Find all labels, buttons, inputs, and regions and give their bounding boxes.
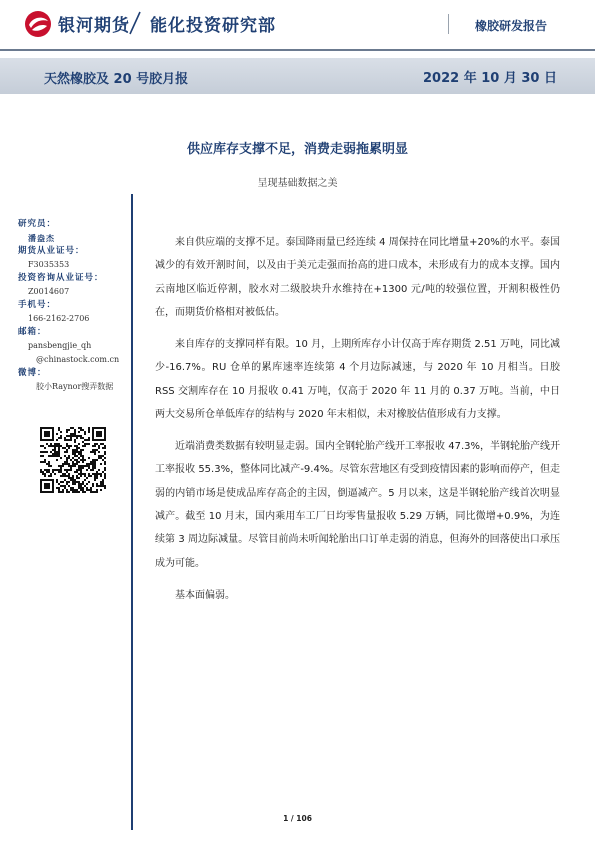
email-domain: @chinastock.com.cn: [36, 355, 120, 364]
header-divider: [448, 14, 449, 34]
body-paragraph: 来自供应端的支撑不足。泰国降雨量已经连续 4 周保持在同比增量+20%的水平。泰国减少的有效开割时间，以及由于美元走强而抬高的进口成本，未形成有力的成本支撑。国内云南地区临近停割，胶水对二级胶块升水维持在+1300 元/吨的较强位置，开割积极性仍在，而期货价格相对被低估。: [155, 237, 560, 319]
body-paragraph: 来自库存的支撑同样有限。10 月，上期所库存小计仅高于库存期货 2.51 万吨，同比减少-16.7%。RU 仓单的累库速率连续第 4 个月边际减速，与 2020 年 10 月相当。日胶 RSS 交割库存在 10 月报收 0.41 万吨，仅高于 2020 年 11 月的 0.37 万吨。当前，中日两大交易所仓单低库存的结构与 2020 年末相似，未对橡胶估值形成有力支撑。: [155, 338, 560, 421]
invest-cert-value: Z0014607: [28, 287, 70, 296]
page-number: 1 / 106: [283, 814, 312, 823]
researcher-label: 研究员：: [18, 219, 57, 229]
report-type: 橡胶研发报告: [474, 19, 547, 33]
header-rule: [0, 49, 595, 51]
document-body: [155, 231, 560, 615]
department-name: 能化投资研究部: [150, 16, 276, 36]
galaxy-logo-icon: [24, 10, 52, 38]
phone-label: 手机号：: [18, 300, 57, 310]
document-headline: 供应库存支撑不足，消费走弱拖累明显: [186, 142, 408, 157]
document-subheadline: 呈现基础数据之美: [257, 178, 338, 189]
wechat-value: 胶小Raynor搜弄数据: [36, 382, 114, 391]
wechat-label: 微博：: [18, 368, 47, 378]
page-header: [0, 0, 595, 50]
body-paragraph: 近端消费类数据有较明显走弱。国内全钢轮胎产线开工率报收 47.3%，半钢轮胎产线开工率报收 55.3%，整体同比减产-9.4%。尽管东营地区有受到疫情因素的影响而停产，但走弱的内销市场是使成品库存高企的主因，倒逼减产。5 月以来，这是半钢轮胎产线首次明显减产。截至 10 月末，国内乘用车工厂日均零售量报收 5.29 万辆，同比微增+0.9%，为连续第 3 周边际减量。尽管目前尚未听闻轮胎出口订单走弱的消息，但海外的回落使出口承压成为可能。: [155, 440, 560, 569]
phone-value: 166-2162-2706: [28, 314, 90, 323]
qr-code-icon: [40, 427, 106, 493]
report-title: 天然橡胶及 20 号胶月报: [44, 72, 189, 87]
sidebar-divider: [131, 194, 133, 830]
invest-cert-label: 投资咨询从业证号：: [18, 273, 104, 283]
researcher-name: 潘盎杰: [28, 233, 55, 243]
author-sidebar: [18, 218, 128, 394]
futures-cert-label: 期货从业证号：: [18, 246, 85, 256]
email-user: pansbengjie_qh: [28, 341, 92, 350]
brand-name: 银河期货: [58, 16, 130, 36]
email-label: 邮箱：: [18, 327, 47, 337]
brand-separator: [128, 10, 142, 36]
body-paragraph: 基本面偏弱。: [175, 589, 235, 601]
report-date: 2022 年 10 月 30 日: [423, 71, 557, 86]
futures-cert-value: F3035353: [28, 260, 70, 269]
